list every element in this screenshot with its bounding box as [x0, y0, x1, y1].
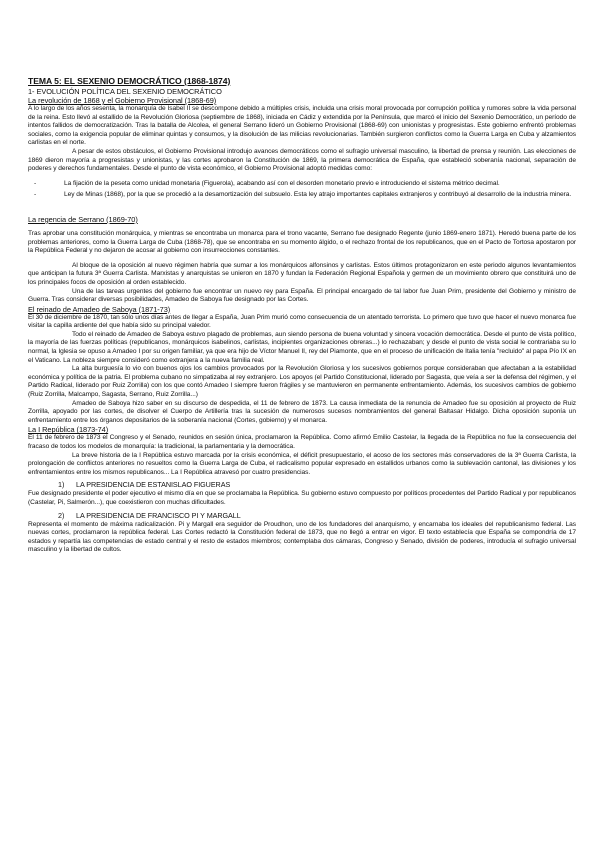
paragraph: Representa el momento de máxima radicalización. Pi y Margall era seguidor de Proudhon, uno de los fundadores del anarquismo, y encarnaba los ideales del republicanismo federal. Las nuevas cortes, proclamaron la república federal. Las Cortes redactó la Constitución federal de 1873, que no llegó a entrar en vigor. El texto establecía que España se compondría de 17 estados y repartía las competencias de estado central y el resto de estados miembros; contemplaba dos cámaras, Congreso y Senado, división de poderes, introducía el sufragio universal masculino y la libertad de cultos.	[28, 520, 576, 554]
dash-bullet: -	[34, 179, 37, 187]
section-heading-revolucion: La revolución de 1868 y el Gobierno Provisional (1868-69)	[28, 96, 217, 105]
numbered-heading	[58, 480, 576, 489]
paragraph: El 30 de diciembre de 1870, tan sólo unos días antes de llegar a España, Juan Prim murió como consecuencia de un atentado terrorista. Lo primero que tuvo que hacer el nuevo monarca fue visitar la capilla ardiente del que había sido su principal valedor.	[28, 313, 576, 330]
paragraph: A lo largo de los años sesenta, la monarquía de Isabel II se descompone debido a múltiples crisis, incluida una crisis moral provocada por corrupción política y rumores sobre la vida personal de la reina. Esto llevó al estallido de la Revolución Gloriosa (septiembre de 1868), iniciada en Cádiz y extendida por la Península, que marcó el inicio del Sexenio Democrático, un período de intentos fallidos de democratización. Tras la batalla de Alcolea, el general Serrano lideró un Gobierno Provisional (1868-69) con unionistas y progresistas. Este gobierno enfrentó problemas sociales, como la exigencia popular de eliminar quintas y consumos, y la disolución de las milicias revolucionarias. También surgieron conflictos como la Guerra Larga en Cuba y alzamientos carlistas en el norte.	[28, 105, 576, 147]
bullet-list	[28, 180, 576, 200]
paragraph: Todo el reinado de Amadeo de Saboya estuvo plagado de problemas, aun siendo persona de buena voluntad y sincera vocación democrática. Desde el punto de vista político, la mayoría de las fuerzas políticas (republicanos, monárquicos isabelinos, carlistas, incipientes organizaciones obreras...) lo rechazaban; y desde el punto de vista social le contrariaba su lo normal, la Iglesia se opuso a Amadeo I por su origen familiar, ya que era hijo de Víctor Manuel II, rey del Piamonte, que en el proceso de unificación de Italia tenía "recluido" al papa Pío IX en el Vaticano. La nobleza siempre consideró como extranjera a la nueva familia real.	[28, 330, 576, 364]
list-item	[28, 180, 576, 189]
item-heading: LA PRESIDENCIA DE FRANCISCO PI Y MARGALL	[76, 510, 241, 520]
document-title: TEMA 5: EL SEXENIO DEMOCRÁTICO (1868-1874)	[28, 76, 231, 86]
item-heading: LA PRESIDENCIA DE ESTANISLAO FIGUERAS	[76, 480, 231, 490]
list-item-text: Ley de Minas (1868), por la que se procedió a la desamortización del subsuelo. Esta ley atrajo importantes capitales extranjeros y contribuyó al desarrollo de la industria minera.	[64, 191, 572, 199]
paragraph: Fue designado presidente el poder ejecutivo el mismo día en que se proclamaba la República. Su gobierno estuvo compuesto por políticos procedentes del Partido Radical y por republicanos (Castelar, Pi, Salmerón...), que coexistieron con muchas dificultades.	[28, 490, 576, 506]
paragraph: Una de las tareas urgentes del gobierno fue encontrar un nuevo rey para España. El principal encargado de tal labor fue Juan Prim, presidente del Gobierno y ministro de Guerra. Tras considerar diversas posibilidades, Amadeo de Saboya fue designado por las Cortes.	[28, 287, 576, 304]
dash-bullet: -	[34, 191, 37, 199]
item-number: 2)	[58, 510, 65, 520]
section-heading-regencia: La regencia de Serrano (1869-70)	[28, 214, 138, 224]
paragraph: El 11 de febrero de 1873 el Congreso y el Senado, reunidos en sesión única, proclamaron la República. Como afirmó Emilio Castelar, la llegada de la República no fue la consecuencia del fracaso de todos los modelos de monarquía: la tradicional, la parlamentaria y la democrática.	[28, 434, 576, 450]
paragraph: Tras aprobar una constitución monárquica, y mientras se encontraba un monarca para el trono vacante, Serrano fue designado Regente (junio 1869-enero 1871). Heredó buena parte de los problemas anteriores, como la Guerra Larga de Cuba (1868-78), que se encontraba en su momento álgido, o el rechazo frontal de los republicanos, que en el Pacto de Tortosa apostaron por la República Federal y no dejaron de acosar al gobierno con insurrecciones constantes.	[28, 229, 576, 255]
document-page	[28, 76, 576, 555]
heading-evolucion-politica: 1- EVOLUCIÓN POLÍTICA DEL SEXENIO DEMOCRÁTICO	[28, 87, 222, 96]
paragraph: Al bloque de la oposición al nuevo régimen habría que sumar a los monárquicos alfonsinos y carlistas. Estos últimos protagonizaron en este periodo algunos levantamientos que anticipan la futura 3ª Guerra Carlista. Marxistas y anarquistas se unieron en 1870 y fundan la Federación Regional Española y germen de un movimiento obrero que constituirá uno de los principales focos de oposición al orden establecido.	[28, 261, 576, 286]
list-item-text: La fijación de la peseta como unidad monetaria (Figuerola), acabando así con el desorden monetario previo e introduciendo el sistema métrico decimal.	[64, 179, 500, 187]
item-number: 1)	[58, 480, 65, 490]
paragraph: La breve historia de la I República estuvo marcada por la crisis económica, el déficit presupuestario, el acoso de los sectores más conservadores de la 3ª Guerra Carlista, la prolongación de conflictos anteriores no resueltos como la Guerra Larga de Cuba, el radicalismo popular expresado en estallidos urbanos como la sublevación cantonal, las divisiones y los enfrentamientos entre los mismos republicanos... La I República atravesó por cuatro presidencias.	[28, 451, 576, 476]
paragraph: A pesar de estos obstáculos, el Gobierno Provisional introdujo avances democráticos como el sufragio universal masculino, la libertad de prensa y reunión. Las elecciones de 1869 dieron mayoría a progresistas y unionistas, y las cortes aprobaron la Constitución de 1869, la primera democrática de España, que estableció soberanía nacional, separación de poderes y derechos fundamentales. Desde el punto de vista económico, el Gobierno Provisional adoptó medidas como:	[28, 147, 576, 173]
numbered-heading	[58, 511, 576, 520]
paragraph: Amadeo de Saboya hizo saber en su discurso de despedida, el 11 de febrero de 1873. La causa inmediata de la renuncia de Amadeo fue su oposición al proyecto de Ruiz Zorrilla, apoyado por las cortes, de disolver el Cuerpo de Artillería tras la sucesión de numerosos sucesos nombramientos del general Baltasar Hidalgo. Dicha oposición suponía un enfrentamiento entre los órganos depositarios de la soberanía nacional (Cortes, gobierno) y el monarca.	[28, 399, 576, 424]
paragraph: La alta burguesía lo vio con buenos ojos los cambios provocados por la Revolución Gloriosa y los sucesivos gobiernos porque consideraban que afectaban a la estabilidad económica y política de la patria. El problema cubano no simpatizaba al rey extranjero. Los apoyos (el Partido Constitucional, liderado por Sagasta, que veía a ser la defensa del régimen, y el Partido Radical, liderado por Ruiz Zorrilla) con los que contó Amadeo I siempre fueron frágiles y se mantuvieron en permanente enfrentamiento. Además, los sucesivos cambios de gobierno (Ruiz Zorrilla, Malcampo, Sagasta, Serrano, Ruiz Zorrilla...)	[28, 365, 576, 399]
section-heading-republica: La I República (1873-74)	[28, 425, 109, 435]
section-heading-amadeo: El reinado de Amadeo de Saboya (1871-73)	[28, 304, 171, 314]
list-item	[28, 191, 576, 200]
